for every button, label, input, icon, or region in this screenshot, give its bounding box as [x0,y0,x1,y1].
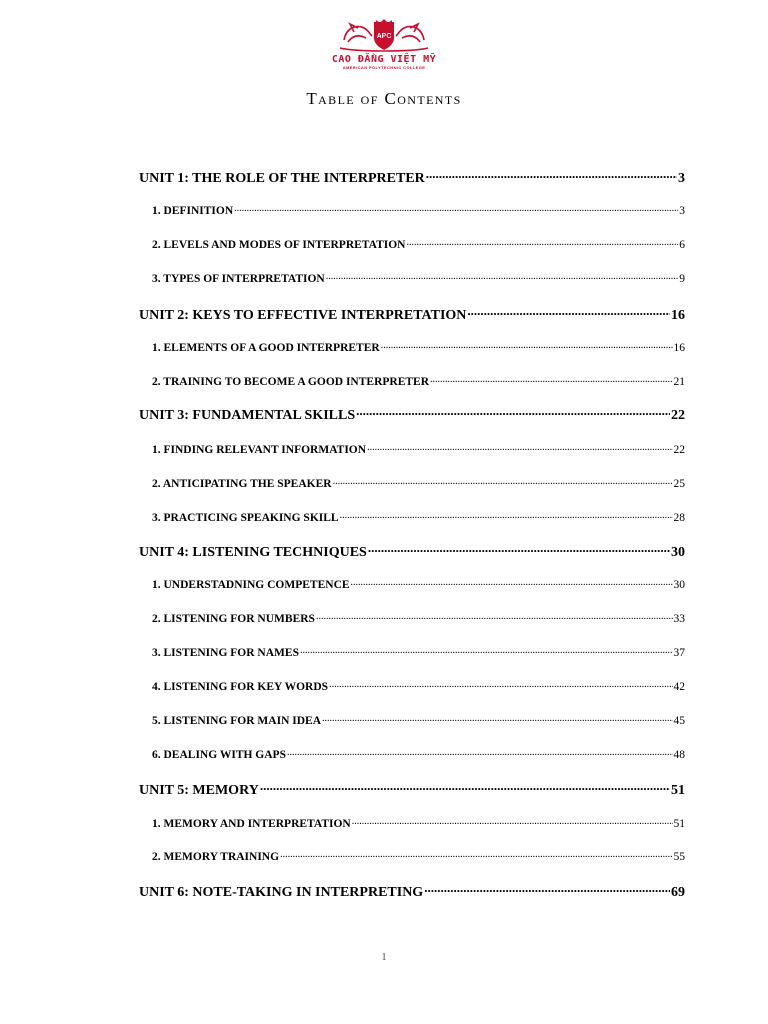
toc-section-entry[interactable] [152,509,685,524]
toc-section-entry[interactable] [152,270,685,285]
toc-entry-page: 51 [673,817,685,830]
toc-entry-label: 4. LISTENING FOR KEY WORDS [152,680,329,693]
toc-entry-page: 33 [673,612,685,625]
toc-section-entry[interactable] [152,678,685,693]
toc-entry-label: 3. TYPES OF INTERPRETATION [152,272,325,285]
toc-entry-page: 69 [671,885,685,900]
toc-entry-label: UNIT 6: NOTE-TAKING IN INTERPRETING [139,885,424,900]
toc-unit-entry[interactable] [139,882,685,901]
toc-entry-page: 42 [673,680,685,693]
toc-section-entry[interactable] [152,202,685,217]
toc-entry-page: 28 [673,511,685,524]
toc-entry-page: 51 [671,783,685,798]
toc-section-entry[interactable] [152,576,685,591]
toc-entry-page: 55 [673,850,685,863]
toc-entry-label: 1. MEMORY AND INTERPRETATION [152,817,351,830]
toc-dot-leader [352,815,673,827]
toc-dot-leader [316,610,673,622]
toc-dot-leader [333,475,673,487]
toc-entry-label: 2. ANTICIPATING THE SPEAKER [152,477,332,490]
toc-entry-page: 16 [671,308,685,323]
toc-entry-label: UNIT 5: MEMORY [139,783,259,798]
toc-dot-leader [424,882,670,896]
toc-entry-page: 22 [671,408,685,423]
toc-unit-entry[interactable] [139,405,685,424]
toc-section-entry[interactable] [152,746,685,761]
toc-entry-page: 30 [671,545,685,560]
toc-entry-page: 3 [678,171,685,186]
toc-section-entry[interactable] [152,373,685,388]
toc-dot-leader [430,373,672,385]
toc-unit-entry[interactable] [139,780,685,799]
toc-dot-leader [287,746,673,758]
toc-entry-page: 45 [673,714,685,727]
toc-entry-label: 2. LISTENING FOR NUMBERS [152,612,315,625]
toc-dot-leader [322,712,672,724]
toc-section-entry[interactable] [152,339,685,354]
toc-section-entry[interactable] [152,236,685,251]
toc-entry-label: 2. LEVELS AND MODES OF INTERPRETATION [152,238,406,251]
toc-dot-leader [340,509,673,521]
toc-dot-leader [234,202,678,214]
toc-section-entry[interactable] [152,475,685,490]
toc-dot-leader [426,168,677,182]
page-title: Table of Contents [306,89,462,108]
toc-dot-leader [329,678,672,690]
toc-entry-label: 1. UNDERSTADNING COMPETENCE [152,578,350,591]
toc-dot-leader [280,848,672,860]
toc-entry-page: 3 [679,204,685,217]
toc-dot-leader [300,644,673,656]
toc-entry-label: 5. LISTENING FOR MAIN IDEA [152,714,322,727]
toc-section-entry[interactable] [152,441,685,456]
toc-unit-entry[interactable] [139,168,685,187]
toc-entry-page: 37 [673,646,685,659]
toc-dot-leader [406,236,678,248]
toc-dot-leader [356,405,670,419]
lion-crest-icon [336,18,432,54]
toc-entry-label: 2. TRAINING TO BECOME A GOOD INTERPRETER [152,375,430,388]
toc-dot-leader [467,305,670,319]
logo-college-subtitle: AMERICAN POLYTECHNIC COLLEGE [342,65,426,70]
toc-entry-page: 30 [673,578,685,591]
toc-dot-leader [368,542,670,556]
toc-dot-leader [381,339,673,351]
toc-entry-label: UNIT 3: FUNDAMENTAL SKILLS [139,408,356,423]
toc-entry-page: 16 [673,341,685,354]
toc-unit-entry[interactable] [139,305,685,324]
toc-entry-label: 2. MEMORY TRAINING [152,850,280,863]
toc-entry-page: 22 [673,443,685,456]
toc-section-entry[interactable] [152,815,685,830]
toc-entry-label: 6. DEALING WITH GAPS [152,748,286,761]
toc-dot-leader [351,576,673,588]
toc-entry-label: 1. DEFINITION [152,204,234,217]
toc-section-entry[interactable] [152,712,685,727]
toc-dot-leader [326,270,679,282]
toc-entry-label: 3. LISTENING FOR NAMES [152,646,299,659]
toc-dot-leader [260,780,670,794]
toc-section-entry[interactable] [152,644,685,659]
toc-section-entry[interactable] [152,848,685,863]
logo-college-name: CAO ĐẲNG VIỆT MỸ [331,54,437,65]
toc-entry-page: 21 [673,375,685,388]
toc-entry-page: 9 [679,272,685,285]
toc-entry-page: 48 [673,748,685,761]
toc-unit-entry[interactable] [139,542,685,561]
svg-text:APC: APC [376,33,392,40]
toc-entry-label: 3. PRACTICING SPEAKING SKILL [152,511,339,524]
toc-entry-label: UNIT 1: THE ROLE OF THE INTERPRETER [139,171,425,186]
toc-dot-leader [367,441,672,453]
toc-entry-label: UNIT 2: KEYS TO EFFECTIVE INTERPRETATION [139,308,467,323]
toc-entry-page: 6 [679,238,685,251]
page-number: 1 [381,952,387,963]
toc-entry-label: UNIT 4: LISTENING TECHNIQUES [139,545,367,560]
toc-entry-label: 1. ELEMENTS OF A GOOD INTERPRETER [152,341,380,354]
toc-entry-page: 25 [673,477,685,490]
college-logo [328,18,440,76]
toc-entry-label: 1. FINDING RELEVANT INFORMATION [152,443,367,456]
toc-section-entry[interactable] [152,610,685,625]
